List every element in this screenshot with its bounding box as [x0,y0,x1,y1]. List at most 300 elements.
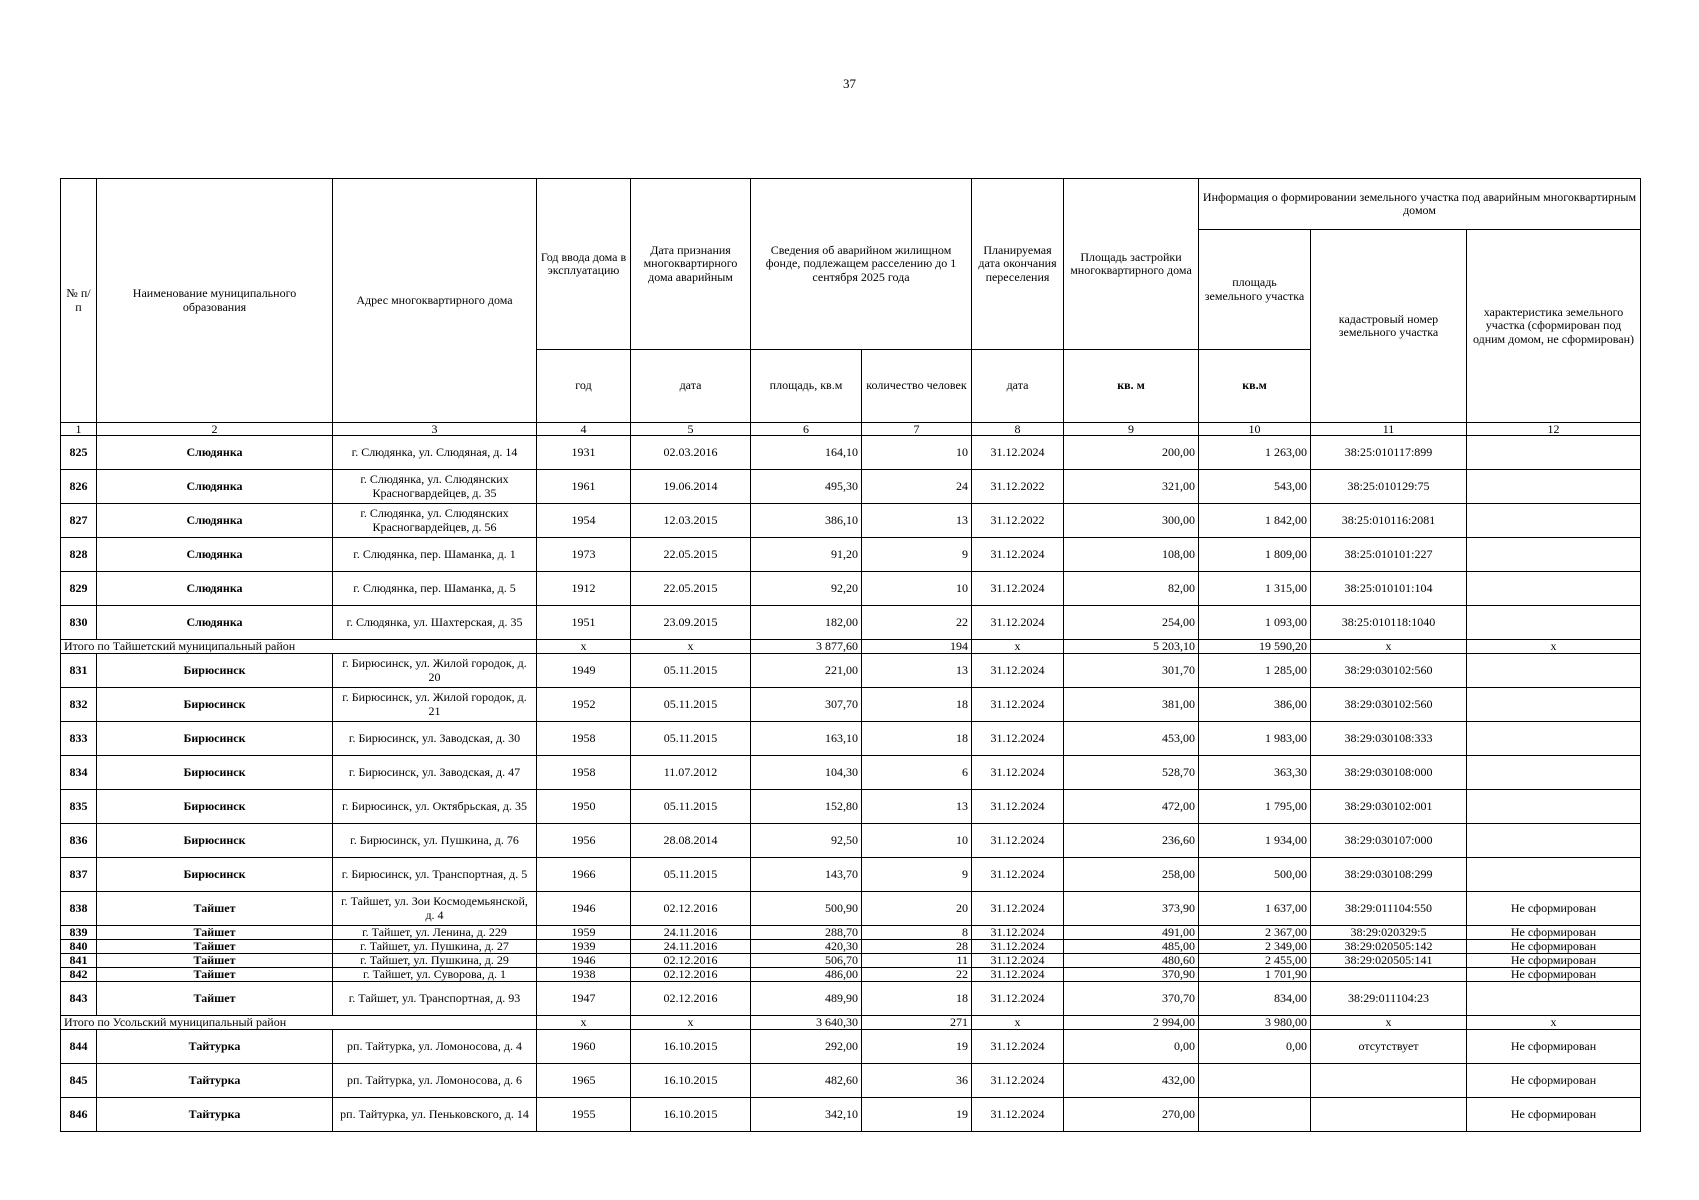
total-date: х [631,1016,751,1030]
cell-fund-area: 386,10 [751,504,862,538]
cell-land-characteristic: Не сформирован [1467,954,1641,968]
cell-planned-date: 31.12.2024 [972,436,1064,470]
cell-row-number: 844 [61,1030,97,1064]
column-number: 6 [751,423,862,436]
cell-recognition-date: 05.11.2015 [631,688,751,722]
cell-built-area: 432,00 [1064,1064,1199,1098]
cell-year-built: 1958 [537,722,631,756]
cell-address: г. Слюдянка, ул. Слюдянских Красногвардейцев, д. 35 [333,470,537,504]
cell-built-area: 480,60 [1064,954,1199,968]
cell-row-number: 825 [61,436,97,470]
cell-built-area: 370,90 [1064,968,1199,982]
table-row [61,968,1641,982]
cell-year-built: 1958 [537,756,631,790]
cell-built-area: 300,00 [1064,504,1199,538]
cell-planned-date: 31.12.2024 [972,858,1064,892]
cell-planned-date: 31.12.2024 [972,688,1064,722]
cell-cadastral-number: 38:29:030108:000 [1311,756,1467,790]
header-land-characteristic: характеристика земельного участка (сформирован под одним домом, не сформирован) [1467,230,1641,423]
cell-row-number: 837 [61,858,97,892]
cell-cadastral-number [1311,1064,1467,1098]
table-row [61,436,1641,470]
cell-year-built: 1938 [537,968,631,982]
total-cad: х [1311,1016,1467,1030]
cell-fund-area: 307,70 [751,688,862,722]
cell-cadastral-number: 38:25:010117:899 [1311,436,1467,470]
cell-address: г. Бирюсинск, ул. Транспортная, д. 5 [333,858,537,892]
cell-row-number: 830 [61,606,97,640]
housing-table-sheet [60,178,1641,1132]
total-plan: х [972,1016,1064,1030]
cell-address: рп. Тайтурка, ул. Ломоносова, д. 4 [333,1030,537,1064]
header-planned-date: Планируемая дата окончания переселения [972,179,1064,350]
table-row [61,470,1641,504]
cell-built-area: 528,70 [1064,756,1199,790]
cell-built-area: 321,00 [1064,470,1199,504]
cell-people-count: 13 [862,504,972,538]
unit-built-sqm: кв. м [1064,350,1199,423]
column-number: 1 [61,423,97,436]
cell-land-area: 386,00 [1199,688,1311,722]
cell-people-count: 18 [862,982,972,1016]
cell-row-number: 833 [61,722,97,756]
table-row [61,504,1641,538]
cell-built-area: 270,00 [1064,1098,1199,1132]
cell-built-area: 485,00 [1064,940,1199,954]
cell-land-characteristic [1467,436,1641,470]
cell-row-number: 832 [61,688,97,722]
cell-cadastral-number [1311,1098,1467,1132]
cell-year-built: 1947 [537,982,631,1016]
cell-recognition-date: 02.12.2016 [631,968,751,982]
total-people: 271 [862,1016,972,1030]
cell-people-count: 9 [862,858,972,892]
cell-planned-date: 31.12.2024 [972,968,1064,982]
column-number: 5 [631,423,751,436]
cell-land-area: 1 934,00 [1199,824,1311,858]
cell-land-area: 1 093,00 [1199,606,1311,640]
cell-municipality: Бирюсинск [97,790,333,824]
cell-cadastral-number: 38:29:030107:000 [1311,824,1467,858]
cell-built-area: 82,00 [1064,572,1199,606]
total-row [61,640,1641,654]
unit-year: год [537,350,631,423]
cell-land-characteristic: Не сформирован [1467,1098,1641,1132]
cell-planned-date: 31.12.2022 [972,504,1064,538]
cell-people-count: 19 [862,1030,972,1064]
cell-row-number: 840 [61,940,97,954]
cell-land-area: 363,30 [1199,756,1311,790]
cell-people-count: 13 [862,790,972,824]
cell-land-characteristic: Не сформирован [1467,1064,1641,1098]
table-row [61,940,1641,954]
table-row [61,824,1641,858]
cell-fund-area: 221,00 [751,654,862,688]
cell-address: г. Слюдянка, ул. Шахтерская, д. 35 [333,606,537,640]
total-people: 194 [862,640,972,654]
cell-recognition-date: 24.11.2016 [631,926,751,940]
cell-land-characteristic [1467,654,1641,688]
table-row [61,1064,1641,1098]
cell-people-count: 22 [862,968,972,982]
cell-fund-area: 143,70 [751,858,862,892]
cell-recognition-date: 24.11.2016 [631,940,751,954]
cell-planned-date: 31.12.2024 [972,926,1064,940]
cell-people-count: 10 [862,436,972,470]
cell-people-count: 36 [862,1064,972,1098]
header-land-area: площадь земельного участка [1199,230,1311,350]
cell-address: г. Тайшет, ул. Пушкина, д. 27 [333,940,537,954]
cell-recognition-date: 28.08.2014 [631,824,751,858]
cell-address: г. Тайшет, ул. Суворова, д. 1 [333,968,537,982]
cell-municipality: Слюдянка [97,504,333,538]
cell-recognition-date: 02.12.2016 [631,982,751,1016]
cell-planned-date: 31.12.2024 [972,892,1064,926]
cell-recognition-date: 05.11.2015 [631,790,751,824]
cell-municipality: Тайтурка [97,1030,333,1064]
cell-address: г. Бирюсинск, ул. Пушкина, д. 76 [333,824,537,858]
cell-land-area: 2 455,00 [1199,954,1311,968]
total-area: 3 640,30 [751,1016,862,1030]
total-label: Итого по Усольский муниципальный район [61,1016,537,1030]
header-municipality: Наименование муниципального образования [97,179,333,423]
table-row [61,722,1641,756]
cell-cadastral-number: 38:29:020505:141 [1311,954,1467,968]
cell-year-built: 1965 [537,1064,631,1098]
cell-recognition-date: 02.03.2016 [631,436,751,470]
cell-planned-date: 31.12.2024 [972,940,1064,954]
cell-land-area: 1 795,00 [1199,790,1311,824]
table-row [61,688,1641,722]
cell-address: г. Слюдянка, пер. Шаманка, д. 5 [333,572,537,606]
cell-recognition-date: 19.06.2014 [631,470,751,504]
column-number: 11 [1311,423,1467,436]
total-label: Итого по Тайшетский муниципальный район [61,640,537,654]
unit-date: дата [631,350,751,423]
cell-recognition-date: 02.12.2016 [631,954,751,968]
cell-address: г. Слюдянка, ул. Слюдянских Красногвардейцев, д. 56 [333,504,537,538]
cell-land-area: 834,00 [1199,982,1311,1016]
cell-land-characteristic [1467,688,1641,722]
cell-municipality: Тайтурка [97,1098,333,1132]
cell-land-characteristic [1467,756,1641,790]
cell-planned-date: 31.12.2024 [972,722,1064,756]
cell-address: г. Тайшет, ул. Транспортная, д. 93 [333,982,537,1016]
cell-planned-date: 31.12.2024 [972,1098,1064,1132]
cell-recognition-date: 12.03.2015 [631,504,751,538]
cell-cadastral-number: 38:29:011104:23 [1311,982,1467,1016]
cell-fund-area: 91,20 [751,538,862,572]
cell-planned-date: 31.12.2024 [972,538,1064,572]
cell-land-characteristic [1467,606,1641,640]
cell-cadastral-number: 38:25:010116:2081 [1311,504,1467,538]
cell-land-characteristic [1467,824,1641,858]
cell-planned-date: 31.12.2024 [972,756,1064,790]
cell-land-area [1199,1098,1311,1132]
table-body [61,436,1641,1132]
cell-year-built: 1959 [537,926,631,940]
cell-year-built: 1912 [537,572,631,606]
cell-land-characteristic [1467,722,1641,756]
cell-address: г. Бирюсинск, ул. Октябрьская, д. 35 [333,790,537,824]
cell-recognition-date: 16.10.2015 [631,1030,751,1064]
cell-land-area: 1 701,90 [1199,968,1311,982]
cell-cadastral-number: 38:29:030102:560 [1311,654,1467,688]
cell-fund-area: 92,50 [751,824,862,858]
cell-recognition-date: 05.11.2015 [631,858,751,892]
cell-fund-area: 420,30 [751,940,862,954]
cell-fund-area: 92,20 [751,572,862,606]
cell-fund-area: 152,80 [751,790,862,824]
cell-land-area: 1 263,00 [1199,436,1311,470]
cell-cadastral-number: 38:25:010129:75 [1311,470,1467,504]
cell-row-number: 846 [61,1098,97,1132]
cell-planned-date: 31.12.2024 [972,654,1064,688]
total-date: х [631,640,751,654]
cell-year-built: 1955 [537,1098,631,1132]
cell-year-built: 1946 [537,954,631,968]
cell-land-area: 1 809,00 [1199,538,1311,572]
cell-year-built: 1960 [537,1030,631,1064]
cell-row-number: 845 [61,1064,97,1098]
cell-year-built: 1954 [537,504,631,538]
cell-address: г. Бирюсинск, ул. Жилой городок, д. 21 [333,688,537,722]
cell-built-area: 453,00 [1064,722,1199,756]
header-recognition-date: Дата признания многоквартирного дома аварийным [631,179,751,350]
cell-address: рп. Тайтурка, ул. Ломоносова, д. 6 [333,1064,537,1098]
cell-people-count: 19 [862,1098,972,1132]
cell-built-area: 381,00 [1064,688,1199,722]
cell-year-built: 1966 [537,858,631,892]
cell-land-characteristic [1467,504,1641,538]
column-number: 9 [1064,423,1199,436]
cell-people-count: 10 [862,572,972,606]
table-row [61,1098,1641,1132]
cell-address: г. Бирюсинск, ул. Заводская, д. 47 [333,756,537,790]
cell-recognition-date: 23.09.2015 [631,606,751,640]
cell-year-built: 1973 [537,538,631,572]
total-plan: х [972,640,1064,654]
cell-land-characteristic [1467,858,1641,892]
table-row [61,858,1641,892]
cell-fund-area: 164,10 [751,436,862,470]
cell-recognition-date: 16.10.2015 [631,1064,751,1098]
unit-people: количество человек [862,350,972,423]
column-number: 8 [972,423,1064,436]
cell-land-characteristic: Не сформирован [1467,1030,1641,1064]
cell-row-number: 841 [61,954,97,968]
page-number: 37 [843,76,856,91]
cell-address: рп. Тайтурка, ул. Пеньковского, д. 14 [333,1098,537,1132]
cell-built-area: 108,00 [1064,538,1199,572]
cell-land-characteristic [1467,790,1641,824]
cell-year-built: 1952 [537,688,631,722]
cell-fund-area: 288,70 [751,926,862,940]
cell-cadastral-number: 38:29:011104:550 [1311,892,1467,926]
cell-people-count: 18 [862,722,972,756]
cell-cadastral-number: 38:25:010101:227 [1311,538,1467,572]
cell-land-characteristic [1467,470,1641,504]
cell-fund-area: 482,60 [751,1064,862,1098]
cell-address: г. Бирюсинск, ул. Жилой городок, д. 20 [333,654,537,688]
cell-cadastral-number: 38:25:010118:1040 [1311,606,1467,640]
cell-people-count: 11 [862,954,972,968]
cell-people-count: 20 [862,892,972,926]
cell-land-area: 543,00 [1199,470,1311,504]
cell-built-area: 254,00 [1064,606,1199,640]
total-char: х [1467,640,1641,654]
cell-recognition-date: 11.07.2012 [631,756,751,790]
cell-fund-area: 489,90 [751,982,862,1016]
cell-people-count: 18 [862,688,972,722]
cell-land-area [1199,1064,1311,1098]
cell-land-area: 2 349,00 [1199,940,1311,954]
cell-cadastral-number: 38:29:020505:142 [1311,940,1467,954]
table-row [61,538,1641,572]
cell-year-built: 1951 [537,606,631,640]
table-row [61,892,1641,926]
cell-recognition-date: 22.05.2015 [631,538,751,572]
cell-address: г. Тайшет, ул. Зои Космодемьянской, д. 4 [333,892,537,926]
cell-fund-area: 500,90 [751,892,862,926]
header-cadastral: кадастровый номер земельного участка [1311,230,1467,423]
cell-row-number: 834 [61,756,97,790]
cell-municipality: Бирюсинск [97,858,333,892]
cell-cadastral-number: 38:29:030108:299 [1311,858,1467,892]
column-number-row [61,423,1641,436]
cell-people-count: 28 [862,940,972,954]
cell-recognition-date: 16.10.2015 [631,1098,751,1132]
cell-year-built: 1939 [537,940,631,954]
column-number: 10 [1199,423,1311,436]
cell-planned-date: 31.12.2024 [972,824,1064,858]
cell-year-built: 1961 [537,470,631,504]
cell-fund-area: 486,00 [751,968,862,982]
cell-cadastral-number: 38:29:030102:001 [1311,790,1467,824]
header-built-area: Площадь застройки многоквартирного дома [1064,179,1199,350]
cell-address: г. Бирюсинск, ул. Заводская, д. 30 [333,722,537,756]
total-built: 5 203,10 [1064,640,1199,654]
cell-planned-date: 31.12.2024 [972,982,1064,1016]
cell-row-number: 839 [61,926,97,940]
cell-municipality: Тайшет [97,892,333,926]
cell-cadastral-number: отсутствует [1311,1030,1467,1064]
cell-fund-area: 182,00 [751,606,862,640]
cell-people-count: 6 [862,756,972,790]
header-num: № п/п [61,179,97,423]
cell-address: г. Слюдянка, пер. Шаманка, д. 1 [333,538,537,572]
cell-built-area: 236,60 [1064,824,1199,858]
cell-address: г. Тайшет, ул. Ленина, д. 229 [333,926,537,940]
header-land-info: Информация о формировании земельного участка под аварийным многоквартирным домом [1199,179,1641,230]
cell-municipality: Слюдянка [97,538,333,572]
header-fund-info: Сведения об аварийном жилищном фонде, подлежащем расселению до 1 сентября 2025 года [751,179,972,350]
cell-land-area: 1 315,00 [1199,572,1311,606]
total-cad: х [1311,640,1467,654]
cell-row-number: 836 [61,824,97,858]
total-row [61,1016,1641,1030]
cell-recognition-date: 02.12.2016 [631,892,751,926]
cell-planned-date: 31.12.2024 [972,572,1064,606]
table-row [61,790,1641,824]
cell-fund-area: 163,10 [751,722,862,756]
total-year: х [537,640,631,654]
cell-planned-date: 31.12.2024 [972,790,1064,824]
cell-address: г. Тайшет, ул. Пушкина, д. 29 [333,954,537,968]
cell-people-count: 9 [862,538,972,572]
cell-cadastral-number: 38:29:030108:333 [1311,722,1467,756]
cell-fund-area: 495,30 [751,470,862,504]
cell-municipality: Тайшет [97,926,333,940]
cell-year-built: 1949 [537,654,631,688]
cell-planned-date: 31.12.2022 [972,470,1064,504]
table-row [61,572,1641,606]
cell-year-built: 1950 [537,790,631,824]
cell-land-characteristic: Не сформирован [1467,940,1641,954]
cell-planned-date: 31.12.2024 [972,606,1064,640]
cell-municipality: Слюдянка [97,470,333,504]
cell-built-area: 370,70 [1064,982,1199,1016]
table-row [61,982,1641,1016]
cell-row-number: 827 [61,504,97,538]
total-char: х [1467,1016,1641,1030]
cell-year-built: 1946 [537,892,631,926]
cell-row-number: 831 [61,654,97,688]
total-built: 2 994,00 [1064,1016,1199,1030]
cell-cadastral-number: 38:25:010101:104 [1311,572,1467,606]
unit-land-sqm: кв.м [1199,350,1311,423]
cell-land-characteristic [1467,982,1641,1016]
cell-planned-date: 31.12.2024 [972,954,1064,968]
cell-municipality: Тайшет [97,968,333,982]
emergency-housing-table [60,178,1641,1132]
table-row [61,1030,1641,1064]
cell-built-area: 258,00 [1064,858,1199,892]
cell-fund-area: 342,10 [751,1098,862,1132]
cell-municipality: Слюдянка [97,606,333,640]
cell-cadastral-number [1311,968,1467,982]
cell-people-count: 24 [862,470,972,504]
cell-land-area: 1 637,00 [1199,892,1311,926]
column-number: 4 [537,423,631,436]
cell-municipality: Тайшет [97,940,333,954]
cell-municipality: Бирюсинск [97,654,333,688]
cell-land-area: 0,00 [1199,1030,1311,1064]
table-row [61,606,1641,640]
cell-municipality: Бирюсинск [97,756,333,790]
header-address: Адрес многоквартирного дома [333,179,537,423]
cell-municipality: Слюдянка [97,572,333,606]
table-header [61,179,1641,436]
header-year: Год ввода дома в эксплуатацию [537,179,631,350]
column-number: 2 [97,423,333,436]
cell-land-characteristic [1467,538,1641,572]
total-land: 19 590,20 [1199,640,1311,654]
cell-planned-date: 31.12.2024 [972,1030,1064,1064]
cell-row-number: 842 [61,968,97,982]
cell-people-count: 10 [862,824,972,858]
cell-row-number: 835 [61,790,97,824]
cell-built-area: 373,90 [1064,892,1199,926]
cell-municipality: Тайшет [97,954,333,968]
cell-land-area: 1 983,00 [1199,722,1311,756]
column-number: 12 [1467,423,1641,436]
table-row [61,926,1641,940]
cell-people-count: 13 [862,654,972,688]
cell-people-count: 8 [862,926,972,940]
cell-built-area: 491,00 [1064,926,1199,940]
cell-year-built: 1956 [537,824,631,858]
